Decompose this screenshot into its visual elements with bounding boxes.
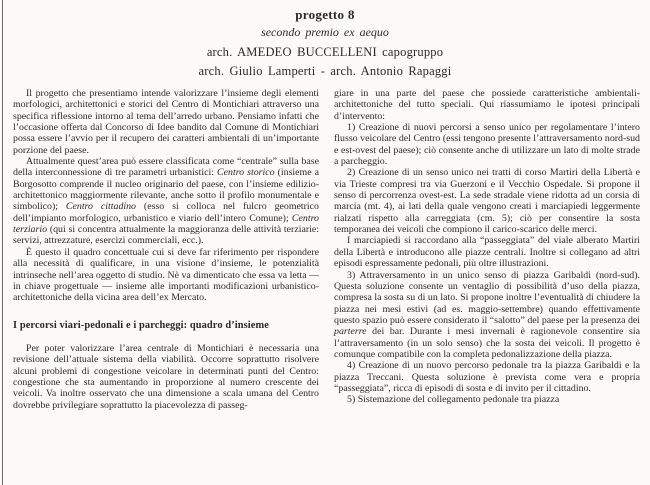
project-title: progetto 8: [295, 7, 355, 22]
italic-text-run: Centro storico: [217, 167, 275, 179]
text-run: I percorsi viari-pedonali e i parcheggi: quadro d’insieme: [13, 319, 269, 331]
text-run: I marciapiedi si raccordano alla “passeggiata” del viale alberato Martiri della Libertà e introducono alle piazze centrali. Inoltre si collegano ad altri episodi espressamente pedonali, più oltre illustrazioni.: [334, 235, 640, 270]
text-run: (qui si concentra attualmente la maggioranza delle attività terziarie: servizi, attrezzature, esercizi commerciali, ecc.).: [13, 224, 319, 247]
text-run: 3) Attraversamento in un unico senso di piazza Garibaldi (nord-sud). Questa soluzione consente un ventaglio di possibilità d’uso della piazza, compresa la sosta su di un lato. Si propone inoltre l’eventualità di chiudere la piazza nei mesi estivi (ad es. maggio-settembre) quando effettivamente questo spazio può essere considerato il “salotto” del paese per la presenza dei: [334, 269, 641, 326]
right-column: [334, 88, 640, 411]
text-run: È questo il quadro concettuale cui si deve far riferimento per rispondere alla necessità di qualificare, in una visione d’insieme, le potenzialità intrinseche nell’area oggetto di studio. Nè va dimenticato che essa va letta — in chiave progettuale — insieme alle importanti modificazioni urbanistico-architettoniche della vicina area dell’ex Mercato.: [13, 246, 319, 304]
two-column-body: [0, 79, 650, 411]
body-paragraph: [334, 235, 640, 269]
italic-text-run: Centro cittadino: [65, 201, 136, 213]
italic-text-run: Centro terziario: [13, 212, 319, 236]
body-paragraph: [334, 360, 640, 394]
italic-text-run: parterre: [334, 326, 367, 338]
text-run: 2) Creazione di un senso unico nei tratti di corso Martiri della Libertà e via Trieste compresi tra via Guerzoni e il Vecchio Ospedale. Si propone il senso di percorrenza ovest-est. La sede stradale viene ridotta ad un corsia di marcia (mt. 4), ai lati della quale vengono creati i marciapiedi leggermente rialzati rispetto alla carreggiata (cm. 5); ciò per consentire la sosta temporanea dei veicoli che compiono il carico-scarico delle merci.: [334, 167, 640, 236]
body-paragraph: [334, 394, 640, 405]
award-subtitle: secondo premio ex aequo: [261, 25, 389, 39]
left-column: [13, 88, 319, 411]
text-run: 1) Creazione di nuovi percorsi a senso unico per regolamentare l’intero flusso veicolare del Centro (essi tengono presente l’attraversamento nord-sud e est-ovest del paese); ciò consente anche di utilizzare un lato di molte strade a parcheggio.: [334, 122, 640, 168]
body-paragraph: [13, 88, 319, 156]
text-run: (insieme a Borgosotto comprende il nucleo originario del paese, con l’insieme edilizio-architettonico maggiormente rilevante, anche sotto il profilo monumentale e simbolico);: [13, 167, 320, 213]
text-run: 4) Creazione di un nuovo percorso pedonale tra la piazza Garibaldi e la piazza Treccani. Questa soluzione è prevista come vera e propria “passeggiata”, ricca di episodi di sosta e di invito per il cittadino.: [334, 360, 640, 394]
body-paragraph: [334, 122, 640, 167]
document-header: [0, 0, 650, 79]
body-paragraph: [334, 167, 640, 235]
text-run: 5) Sistemazione del collegamento pedonale tra piazza: [347, 394, 560, 406]
body-paragraph: [334, 270, 640, 361]
body-paragraph: [13, 343, 319, 411]
body-paragraph: [13, 247, 319, 304]
page-edge-line: [2, 0, 3, 485]
text-run: (esso si colloca nel fulcro geometrico dell’impianto morfologico, urbanistico e viario dell’intero Comune);: [13, 201, 319, 224]
body-paragraph: [13, 156, 319, 247]
text-run: Attualmente quest’area può essere classificata come “centrale” sulla base della interconnessione di tre parametri urbanistici:: [13, 156, 319, 179]
text-run: Il progetto che presentiamo intende valorizzare l’insieme degli elementi morfologici, architettonici e storici del Centro di Montichiari attraverso una specifica riflessione intorno al tema dell’arredo urbano. Pensiamo infatti che l’occasione offerta dal Concorso di Idee bandito dal Comune di Montichiari possa essere l’avvio per il recupero dei caratteri ambientali di un’importante porzione del paese.: [13, 88, 319, 156]
team-lead-line: arch. AMEDEO BUCCELLENI capogruppo: [206, 45, 444, 59]
team-members-line: arch. Giulio Lamperti - arch. Antonio Rapaggi: [198, 64, 452, 78]
body-paragraph: [334, 88, 640, 122]
section-heading: [13, 320, 319, 331]
text-run: dei bar. Durante i mesi invernali è ragionevole consentire sia l’attraversamento (in un solo senso) che la sosta dei veicoli. Il progetto è comunque compatibile con la completa pedonalizzazione della piazza.: [334, 326, 640, 360]
text-run: Per poter valorizzare l’area centrale di Montichiari è necessaria una revisione dell’attuale sistema della viabilità. Occorre soprattutto risolvere alcuni problemi di congestione veicolare in determinati punti del Centro: congestione che sta aumentando in proporzione al numero crescente dei veicoli. Va inoltre osservato che una dimensione a scala umana del Centro dovrebbe privilegiare soprattutto la piacevolezza di passeg-: [13, 342, 319, 411]
text-run: giare in una parte del paese che possiede caratteristiche ambientali-architettoniche del tutto speciali. Qui riassumiamo le ipotesi principali d’intervento:: [334, 88, 640, 122]
